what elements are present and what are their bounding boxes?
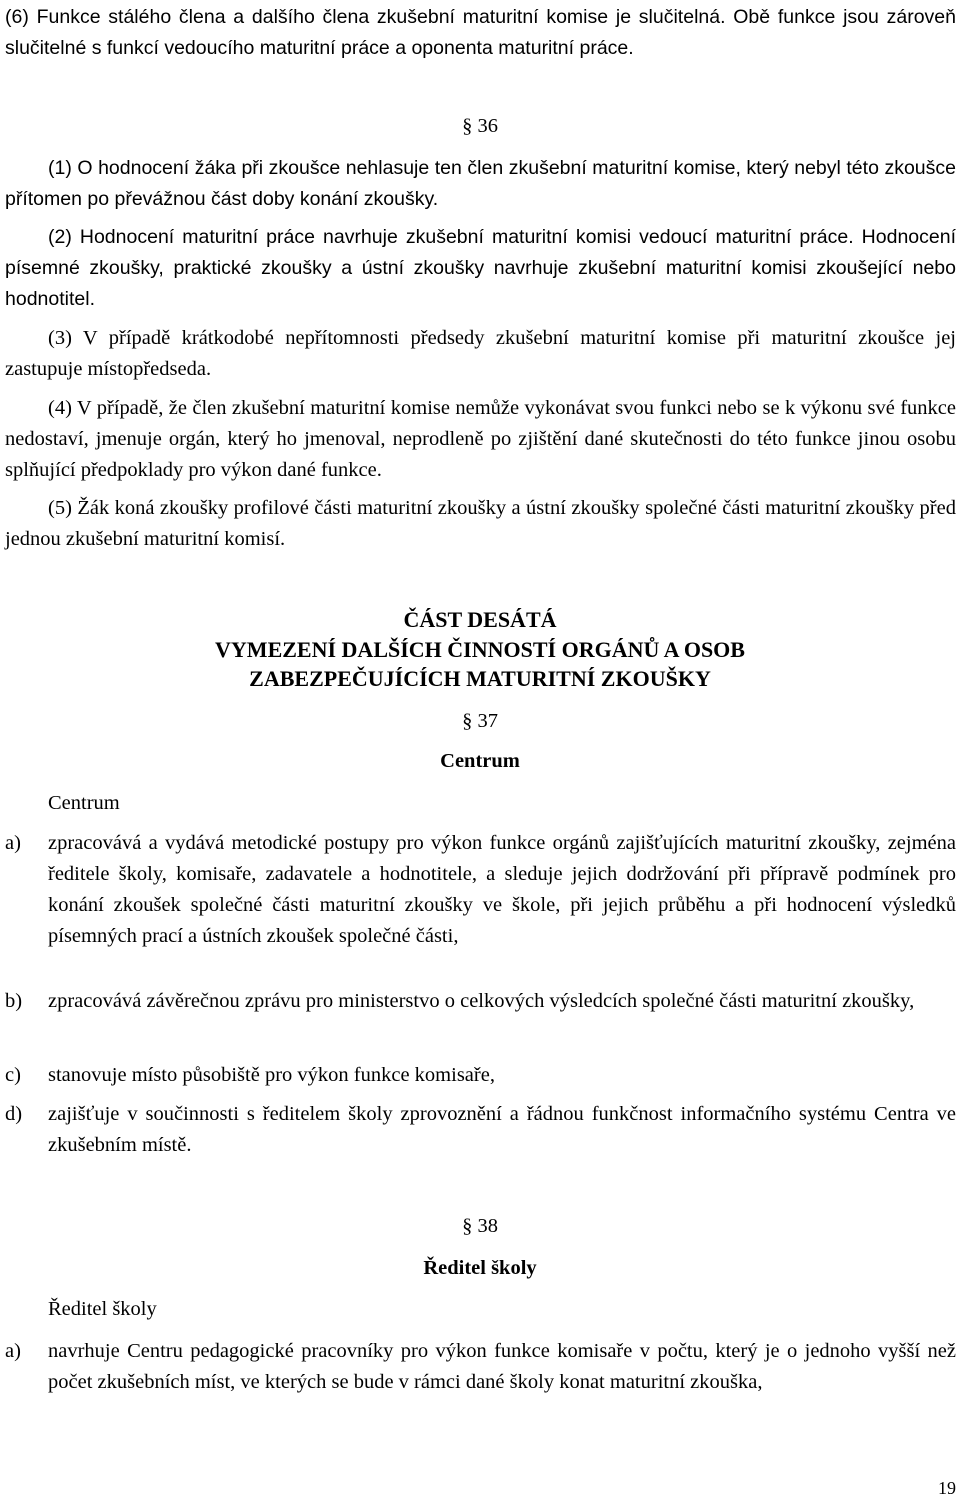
section-38-number: § 38 (462, 1215, 498, 1237)
part-heading-line-2: VYMEZENÍ DALŠÍCH ČINNOSTÍ ORGÁNŮ A OSOB (215, 637, 745, 662)
list-item (5, 1336, 956, 1398)
part-heading-line-3: ZABEZPEČUJÍCÍCH MATURITNÍ ZKOUŠKY (249, 666, 711, 691)
list-item (5, 986, 956, 1017)
list-item-text: zpracovává závěrečnou zprávu pro ministerstvo o celkových výsledcích společné části maturitní zkoušky, (48, 990, 915, 1012)
section-36-number: § 36 (462, 115, 498, 137)
list-item-text: navrhuje Centru pedagogické pracovníky pro výkon funkce komisaře v počtu, který je o jednoho vyšší než počet zkušebních míst, ve kterých se bude v rámci dané školy konat maturitní zkouška, (48, 1340, 956, 1393)
section-37-title: Centrum (440, 750, 520, 772)
part-heading-line-1: ČÁST DESÁTÁ (403, 607, 557, 632)
paragraph-text: (6) Funkce stálého člena a dalšího člena zkušební maturitní komise je slučitelná. Obě funkce jsou zároveň slučitelné s funkcí vedoucího maturitní práce a oponenta maturitní práce. (5, 6, 956, 59)
s36-paragraph-1 (5, 153, 956, 215)
list-item-letter: c) (5, 1064, 21, 1086)
list-item-text: stanovuje místo působiště pro výkon funkce komisaře, (48, 1064, 495, 1086)
list-item-letter: a) (5, 832, 21, 854)
list-item (5, 1060, 956, 1091)
page-number: 19 (938, 1478, 956, 1498)
s36-paragraph-2 (5, 222, 956, 315)
list-item-text: zpracovává a vydává metodické postupy pro výkon funkce orgánů zajišťujících maturitní zkoušky, zejména ředitele školy, komisaře, zadavatele a hodnotitele, a sleduje jejich dodržování při přípravě podmínek pro konání zkoušek společné části maturitní zkoušky ve škole, při jejich průběhu a při hodnocení výsledků písemných prací a ústních zkoušek společné části, (48, 832, 956, 947)
list-item-letter: d) (5, 1103, 23, 1125)
paragraph-6 (5, 2, 956, 64)
list-item (5, 1099, 956, 1161)
list-item-letter: b) (5, 990, 23, 1012)
paragraph-text: (3) V případě krátkodobé nepřítomnosti předsedy zkušební maturitní komise při maturitní zkoušce jej zastupuje místopředseda. (5, 327, 956, 380)
paragraph-text: (5) Žák koná zkoušky profilové části maturitní zkoušky a ústní zkoušky společné části maturitní zkoušky před jednou zkušební maturitní komisí. (5, 497, 956, 550)
paragraph-text: (2) Hodnocení maturitní práce navrhuje zkušební maturitní komisi vedoucí maturitní práce. Hodnocení písemné zkoušky, praktické zkoušky a ústní zkoušky navrhuje zkušební maturitní komisi zkoušející nebo hodnotitel. (5, 226, 956, 310)
paragraph-text: (4) V případě, že člen zkušební maturitní komise nemůže vykonávat svou funkci nebo se k výkonu své funkce nedostaví, jmenuje orgán, který ho jmenoval, neprodleně po zjištění dané skutečnosti do této funkce jinou osobu splňující předpoklady pro výkon dané funkce. (5, 397, 956, 481)
section-38-title: Ředitel školy (423, 1257, 537, 1279)
list-item-letter: a) (5, 1340, 21, 1362)
s36-paragraph-3 (5, 323, 956, 385)
section-38-lead: Ředitel školy (48, 1298, 157, 1320)
s36-paragraph-5 (5, 493, 956, 555)
section-37-lead: Centrum (48, 792, 120, 814)
section-37-number: § 37 (462, 710, 498, 732)
s36-paragraph-4 (5, 393, 956, 486)
paragraph-text: (1) O hodnocení žáka při zkoušce nehlasuje ten člen zkušební maturitní komise, který nebyl této zkoušce přítomen po převážnou část doby konání zkoušky. (5, 157, 956, 210)
list-item-text: zajišťuje v součinnosti s ředitelem školy zprovoznění a řádnou funkčnost informačního systému Centra ve zkušebním místě. (48, 1103, 956, 1156)
list-item (5, 828, 956, 952)
